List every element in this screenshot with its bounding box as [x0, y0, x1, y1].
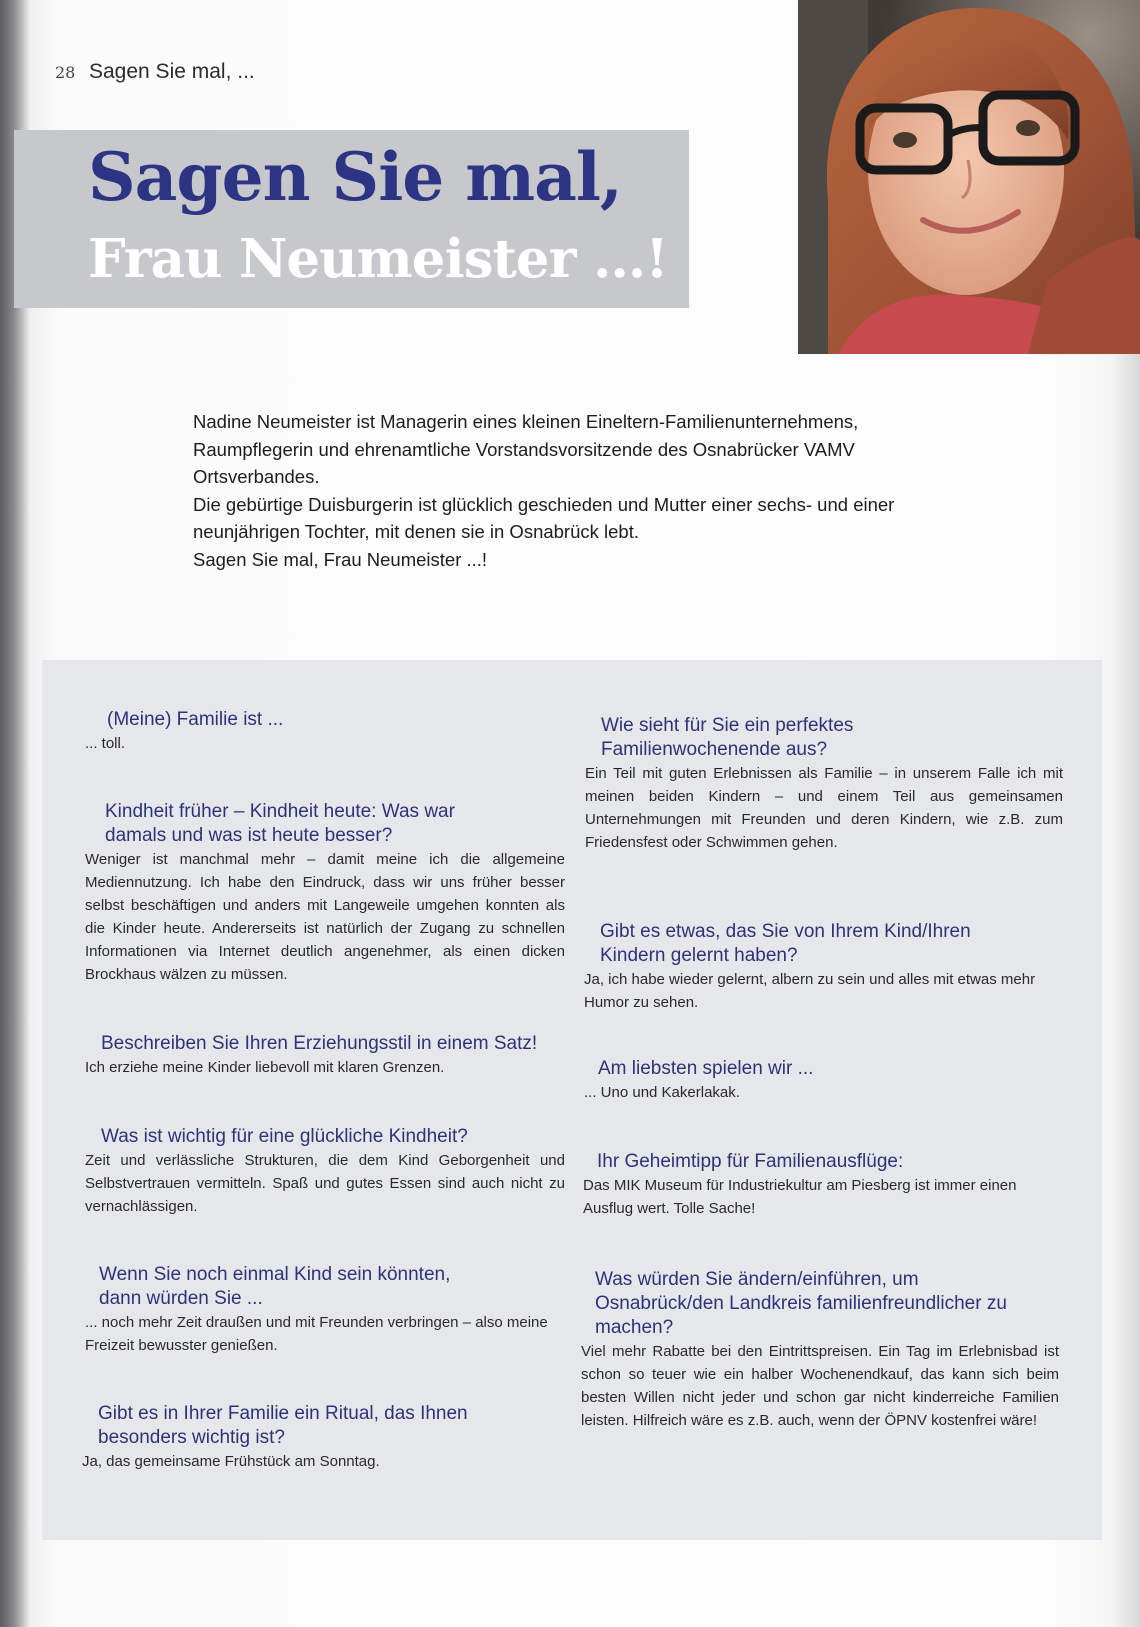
intro-text — [193, 408, 933, 573]
portrait-photo — [798, 0, 1140, 354]
question: Kindheit früher – Kindheit heute: Was war damals und was ist heute besser? — [105, 801, 455, 846]
answer: Viel mehr Rabatte bei den Eintrittspreisen. Ein Tag im Erlebnisbad ist schon so teuer wie ein halber Wochenendkauf, das kann sich beim besten Willen nicht jeder und schon gar nicht kinderreiche Familien leisten. Hilfreich wäre es z.B. auch, wenn der ÖPNV kostenfrei wäre! — [581, 1343, 1059, 1429]
qa-item — [82, 1402, 562, 1473]
question: Wenn Sie noch einmal Kind sein könnten, dann würden Sie ... — [99, 1264, 451, 1309]
question: Was würden Sie ändern/einführen, um Osnabrück/den Landkreis familienfreundlicher zu machen? — [595, 1269, 1007, 1338]
answer: ... noch mehr Zeit draußen und mit Freunden verbringen – also meine Freizeit bewusster genießen. — [85, 1314, 548, 1354]
question: (Meine) Familie ist ... — [107, 709, 284, 730]
answer: Ja, ich habe wieder gelernt, albern zu sein und alles mit etwas mehr Humor zu sehen. — [584, 971, 1036, 1011]
qa-item — [85, 800, 565, 986]
qa-item — [85, 1032, 565, 1079]
question: Gibt es etwas, das Sie von Ihrem Kind/Ihren Kindern gelernt haben? — [600, 921, 971, 966]
qa-item — [85, 1125, 565, 1218]
question: Gibt es in Ihrer Familie ein Ritual, das Ihnen besonders wichtig ist? — [98, 1403, 468, 1448]
qa-item — [85, 1263, 565, 1357]
qa-item — [581, 1268, 1059, 1432]
answer: Weniger ist manchmal mehr – damit meine ich die allgemeine Mediennutzung. Ich habe den Eindruck, dass wir uns früher besser selbst beschäftigen und anders mit Langeweile umgehen konnten als die Kinder heute. Andererseits ist natürlich der Zugang zu schnellen Informationen via Internet deutlich angenehmer, als einen dicken Brockhaus wälzen zu müssen. — [85, 851, 565, 983]
question: Am liebsten spielen wir ... — [598, 1058, 814, 1079]
intro-paragraph: Sagen Sie mal, Frau Neumeister ...! — [193, 548, 488, 570]
answer: Ja, das gemeinsame Frühstück am Sonntag. — [82, 1453, 380, 1470]
qa-item — [584, 1057, 1062, 1104]
portrait-illustration — [798, 0, 1140, 354]
qa-item — [583, 1150, 1061, 1220]
qa-item — [85, 708, 565, 755]
answer: ... toll. — [85, 735, 126, 752]
qa-item — [584, 920, 1062, 1014]
intro-paragraph: Nadine Neumeister ist Managerin eines kleinen Eineltern-Familienunternehmens, Raumpflegerin und ehrenamtliche Vorstandsvorsitzende des Osnabrücker VAMV Ortsverbandes. — [193, 411, 859, 487]
answer: Das MIK Museum für Industriekultur am Piesberg ist immer einen Ausflug wert. Tolle Sache! — [583, 1177, 1017, 1217]
page-number: 28 — [55, 63, 76, 82]
answer: Ich erziehe meine Kinder liebevoll mit klaren Grenzen. — [85, 1059, 445, 1076]
question: Wie sieht für Sie ein perfektes Familienwochenende aus? — [601, 715, 854, 760]
answer: Ein Teil mit guten Erlebnissen als Familie – in unserem Falle ich mit meinen beiden Kindern – und einem Teil aus gemeinsamen Unternehmungen mit Freunden und deren Kindern, wie z.B. zum Friedensfest oder Schwimmen gehen. — [585, 765, 1063, 851]
qa-item — [585, 714, 1063, 854]
article-title: Sagen Sie mal, — [88, 138, 622, 216]
running-title: Sagen Sie mal, ... — [89, 60, 255, 83]
question: Beschreiben Sie Ihren Erziehungsstil in einem Satz! — [101, 1033, 538, 1054]
question: Ihr Geheimtipp für Familienausflüge: — [597, 1151, 904, 1172]
article-subtitle: Frau Neumeister ...! — [88, 228, 668, 290]
question: Was ist wichtig für eine glückliche Kindheit? — [101, 1126, 468, 1147]
intro-paragraph: Die gebürtige Duisburgerin ist glücklich geschieden und Mutter einer sechs- und einer neunjährigen Tochter, mit denen sie in Osnabrück lebt. — [193, 493, 895, 542]
answer: ... Uno und Kakerlakak. — [584, 1084, 740, 1101]
answer: Zeit und verlässliche Strukturen, die dem Kind Geborgenheit und Selbstvertrauen vermitteln. Spaß und gutes Essen sind auch nicht zu vernachlässigen. — [85, 1152, 565, 1215]
